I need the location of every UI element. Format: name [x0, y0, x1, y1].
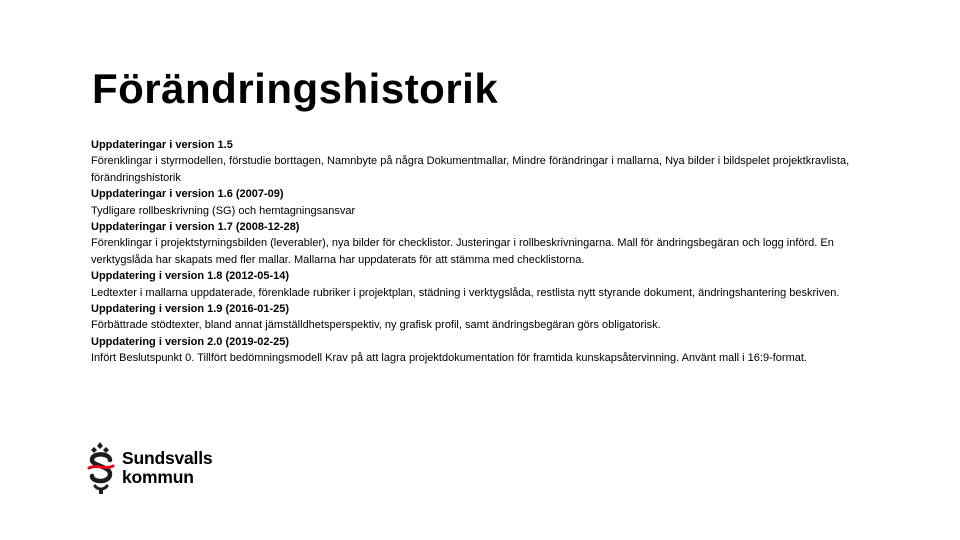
logo-line-2: kommun	[122, 467, 194, 487]
entry-heading: Uppdatering i version 1.9 (2016-01-25)	[91, 303, 290, 316]
entry-heading: Uppdatering i version 1.8 (2012-05-14)	[91, 270, 290, 283]
slide-title: Förändringshistorik	[92, 65, 499, 112]
entry-body: Infört Beslutspunkt 0. Tillfört bedömningsmodell Krav på att lagra projektdokumentation för framtida kunskapsåtervinning. Använt mall i 16:9-format.	[91, 352, 807, 365]
entry-heading: Uppdateringar i version 1.5	[91, 139, 233, 151]
change-history-list	[91, 137, 891, 367]
sundsvalls-kommun-logo	[86, 440, 236, 496]
entry-body: Förbättrade stödtexter, bland annat jämställdhetsperspektiv, ny grafisk profil, samt ändringsbegäran görs obligatorisk.	[91, 319, 661, 332]
entry-heading: Uppdateringar i version 1.6 (2007-09)	[91, 188, 284, 201]
sundsvalls-logo-mark-icon	[86, 440, 116, 496]
entry-body: Ledtexter i mallarna uppdaterade, förenklade rubriker i projektplan, städning i verktygslåda, restlista nytt styrande dokument, ändringshantering beskriven.	[91, 286, 840, 299]
entry-heading: Uppdateringar i version 1.7 (2008-12-28)	[91, 221, 300, 234]
entry-body: Tydligare rollbeskrivning (SG) och hemtagningsansvar	[91, 204, 356, 217]
logo-line-1: Sundsvalls	[122, 448, 213, 468]
entry-body: Förenklingar i styrmodellen, förstudie borttagen, Namnbyte på några Dokumentmallar, Mindre förändringar i mallarna, Nya bilder i bildspelet projektkravlista, förändringshistorik	[91, 155, 850, 184]
entry-body: Förenklingar i projektstyrningsbilden (leverabler), nya bilder för checklistor. Justeringar i rollbeskrivningarna. Mall för ändringsbegäran och logg införd. En verktygslåda har skapats med fler mallar. Mallarna har uppdaterats för att stämma med checklistorna.	[91, 237, 834, 266]
entry-heading: Uppdatering i version 2.0 (2019-02-25)	[91, 335, 290, 348]
logo-wordmark	[122, 449, 212, 487]
